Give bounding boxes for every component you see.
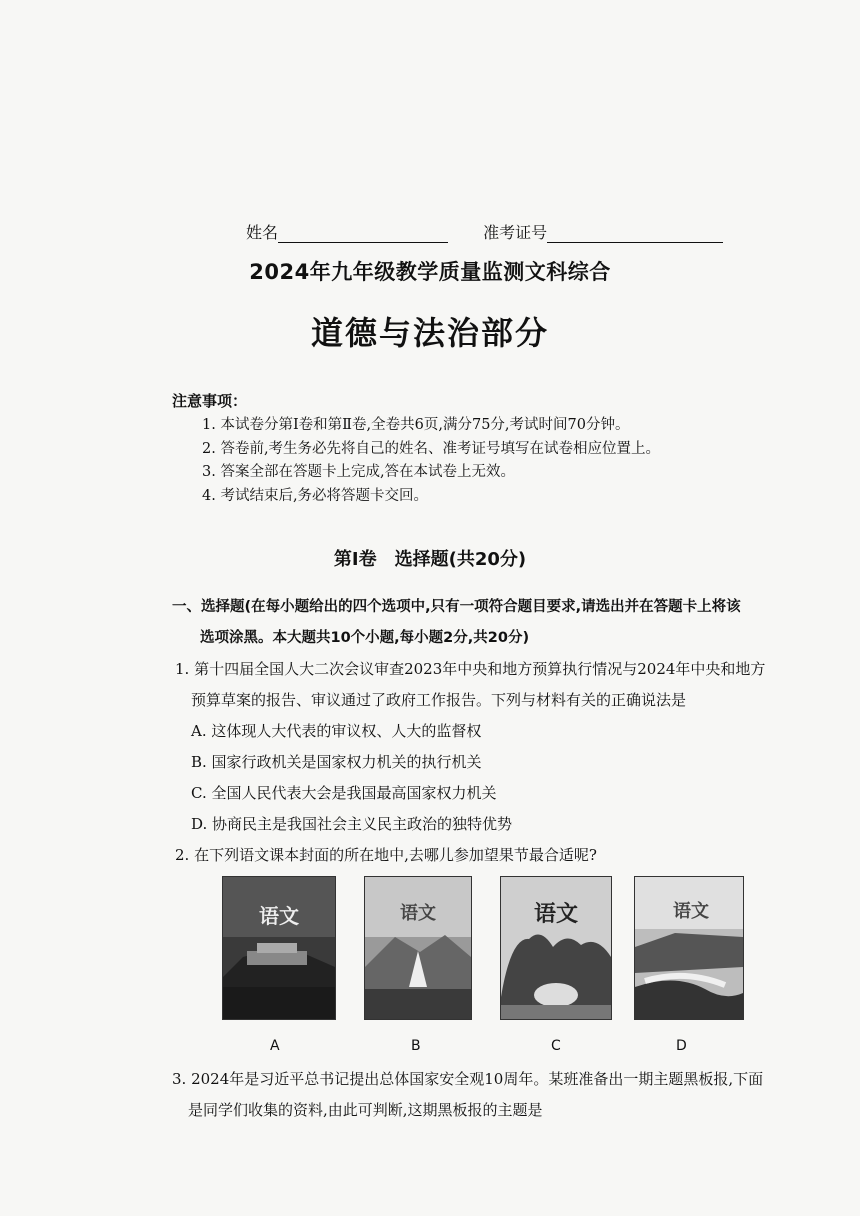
cover-title: 语文 <box>673 901 709 922</box>
sub-title: 道德与法治部分 <box>310 314 549 352</box>
note-item: 2. 答卷前,考生务必先将自己的姓名、准考证号填写在试卷相应位置上。 <box>202 440 661 457</box>
option-a[interactable]: A. 这体现人大代表的审议权、人大的监督权 <box>191 722 482 740</box>
main-title: 2024年九年级教学质量监测文科综合 <box>249 260 611 284</box>
option-b[interactable]: B. 国家行政机关是国家权力机关的执行机关 <box>191 753 482 771</box>
name-blank[interactable] <box>278 226 448 243</box>
exam-id-blank[interactable] <box>547 226 723 243</box>
name-label: 姓名 <box>246 223 279 242</box>
section-instructions <box>172 592 812 654</box>
question-1 <box>175 654 815 840</box>
cover-title: 语文 <box>259 904 299 928</box>
cover-d-image[interactable] <box>634 876 744 1020</box>
cover-a-image[interactable] <box>222 876 336 1020</box>
notes-heading: 注意事项： <box>172 392 248 410</box>
note-item: 3. 答案全部在答题卡上完成,答在本试卷上无效。 <box>202 464 516 480</box>
option-c[interactable]: C. 全国人民代表大会是我国最高国家权力机关 <box>191 784 497 802</box>
question-stem: 1. 第十四届全国人大二次会议审查2023年中央和地方预算执行情况与2024年中央和地方 <box>175 660 766 678</box>
cover-c-image[interactable] <box>500 876 612 1020</box>
note-item: 1. 本试卷分第Ⅰ卷和第Ⅱ卷,全卷共6页,满分75分,考试时间70分钟。 <box>202 417 630 433</box>
note-item: 4. 考试结束后,务必将答题卡交回。 <box>202 487 429 504</box>
cover-d-label: D <box>676 1038 687 1054</box>
cover-c-label: C <box>551 1038 561 1054</box>
cover-b-image[interactable] <box>364 876 472 1020</box>
student-info-row <box>246 220 723 243</box>
question-stem: 是同学们收集的资料,由此可判断,这期黑板报的主题是 <box>188 1101 543 1119</box>
option-d[interactable]: D. 协商民主是我国社会主义民主政治的独特优势 <box>191 815 513 833</box>
notes-list <box>202 414 660 508</box>
section-title: 第Ⅰ卷 选择题(共20分) <box>333 549 527 570</box>
cover-title: 语文 <box>400 903 436 924</box>
question-3 <box>172 1064 822 1126</box>
instructions-line: 选项涂黑。本大题共10个小题,每小题2分,共20分) <box>200 630 530 646</box>
exam-id-label: 准考证号 <box>483 223 548 242</box>
cover-a-label: A <box>270 1038 280 1054</box>
cover-title: 语文 <box>533 901 579 927</box>
textbook-covers <box>220 876 750 1026</box>
question-stem: 3. 2024年是习近平总书记提出总体国家安全观10周年。某班准备出一期主题黑板报,下面 <box>172 1070 764 1088</box>
question-stem: 预算草案的报告、审议通过了政府工作报告。下列与材料有关的正确说法是 <box>191 691 687 709</box>
question-stem: 2. 在下列语文课本封面的所在地中,去哪儿参加望果节最合适呢? <box>175 846 597 864</box>
cover-b-label: B <box>411 1038 421 1054</box>
question-2 <box>175 840 815 871</box>
instructions-line: 一、选择题(在每小题给出的四个选项中,只有一项符合题目要求,请选出并在答题卡上将该 <box>172 599 741 615</box>
